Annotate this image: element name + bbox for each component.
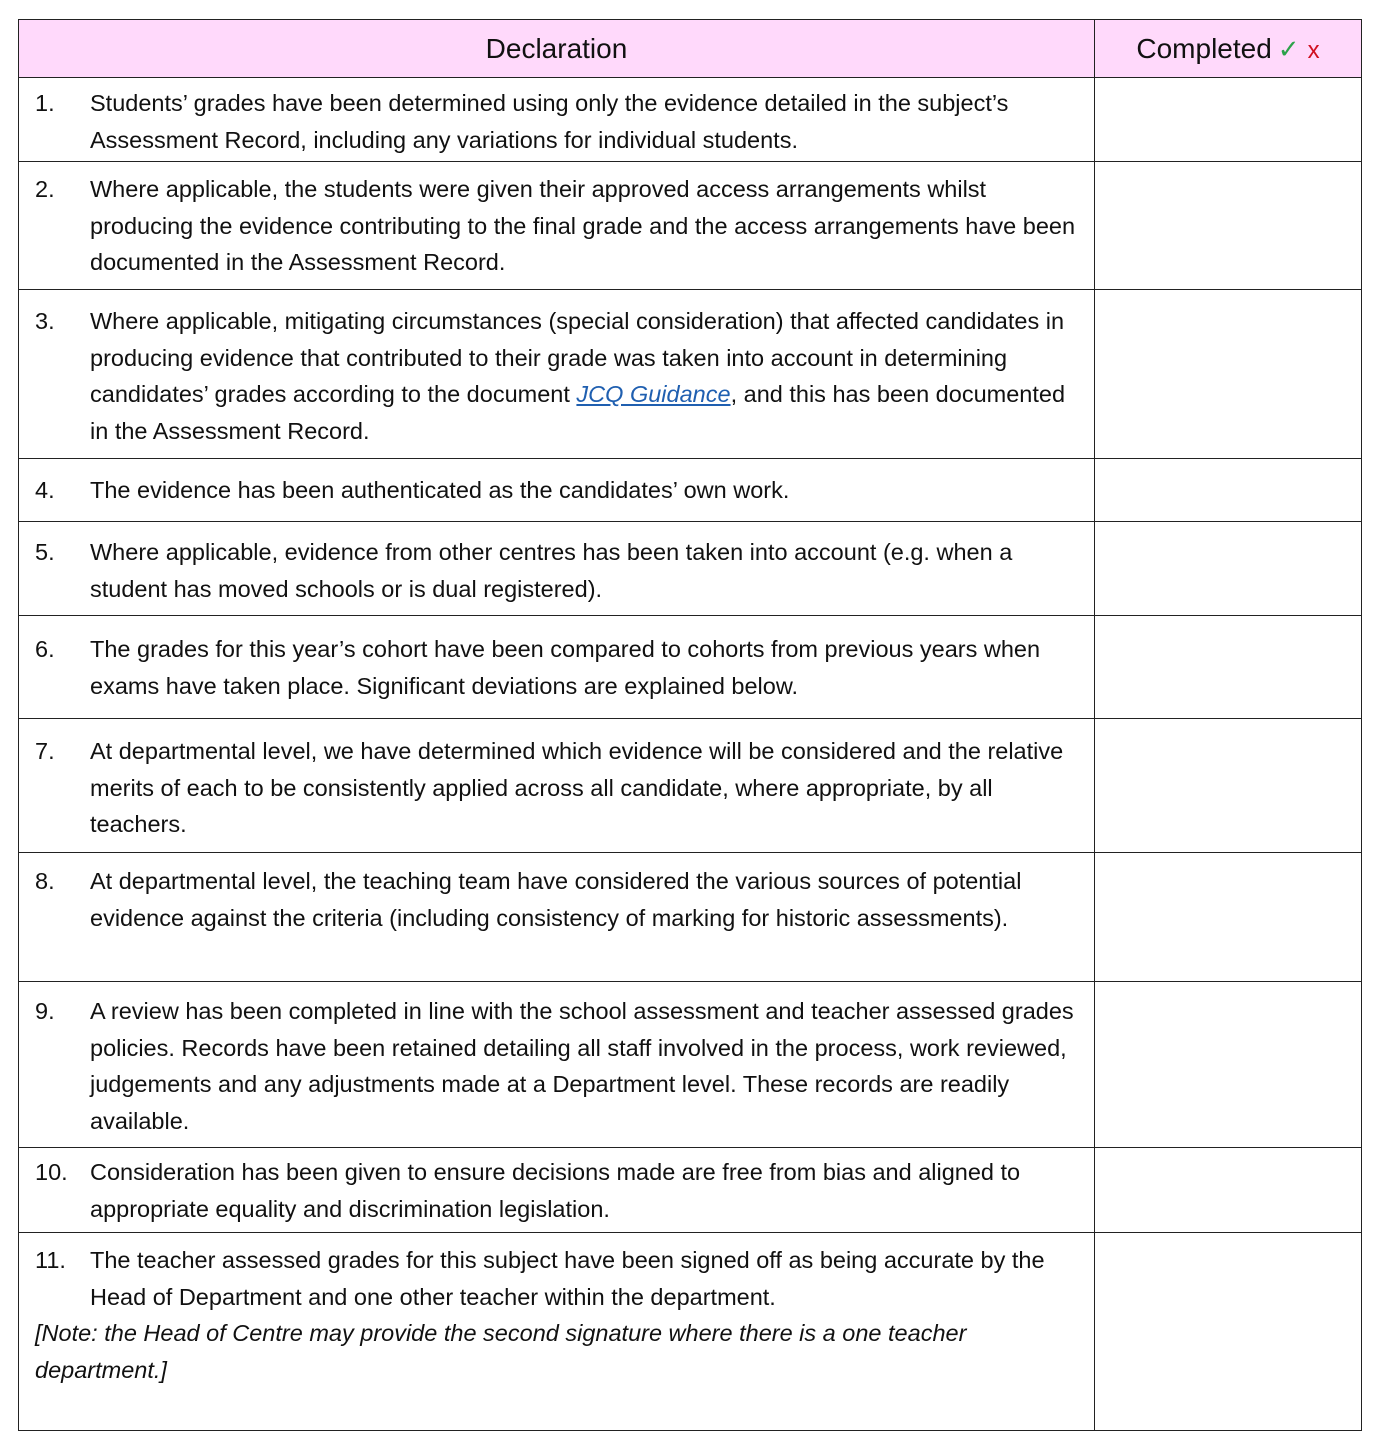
- item-number: 10.: [35, 1159, 68, 1185]
- table-row: [19, 290, 1362, 459]
- item-number: 5.: [35, 539, 55, 565]
- declaration-text: Students’ grades have been determined using only the evidence detailed in the subject’s Assessment Record, including any variations for individual students.: [90, 90, 1009, 153]
- completed-cell[interactable]: [1095, 459, 1362, 522]
- declaration-cell: [19, 1233, 1095, 1431]
- completed-header: [1095, 20, 1362, 78]
- item-number: 1.: [35, 90, 55, 116]
- declaration-text: Where applicable, mitigating circumstances (special consideration) that affected candidates in producing evidence that contributed to their grade was taken into account in determining candidates’ grades according to the document JCQ Guidance, and this has been documented in the Assessment Record.: [90, 308, 1066, 444]
- completed-cell[interactable]: [1095, 162, 1362, 290]
- table-row: [19, 78, 1362, 162]
- item-number: 11.: [35, 1247, 66, 1273]
- completed-cell[interactable]: [1095, 1148, 1362, 1233]
- table-row: [19, 459, 1362, 522]
- declaration-text: Where applicable, evidence from other centres has been taken into account (e.g. when a student has moved schools or is dual registered).: [90, 539, 1013, 602]
- declaration-text: The grades for this year’s cohort have been compared to cohorts from previous years when exams have taken place. Significant deviations are explained below.: [90, 636, 1041, 699]
- header-row: [19, 20, 1362, 78]
- item-number: 8.: [35, 868, 55, 894]
- declaration-text: A review has been completed in line with the school assessment and teacher assessed grades policies. Records have been retained detailing all staff involved in the process, work reviewed, judgements and any adjustments made at a Department level. These records are readily available.: [90, 998, 1074, 1134]
- declaration-cell: [19, 719, 1095, 853]
- declaration-cell: [19, 459, 1095, 522]
- declaration-text: At departmental level, we have determined which evidence will be considered and the relative merits of each to be consistently applied across all candidate, where appropriate, by all teachers.: [90, 738, 1064, 837]
- declaration-cell: [19, 616, 1095, 719]
- declaration-document: [18, 19, 1361, 1431]
- table-row: [19, 719, 1362, 853]
- table-row: [19, 1233, 1362, 1431]
- completed-cell[interactable]: [1095, 1233, 1362, 1431]
- declaration-text: Consideration has been given to ensure decisions made are free from bias and aligned to appropriate equality and discrimination legislation.: [90, 1159, 1021, 1222]
- table-row: [19, 1148, 1362, 1233]
- declaration-header: Declaration: [19, 20, 1095, 78]
- table-row: [19, 162, 1362, 290]
- declaration-note: [Note: the Head of Centre may provide the second signature where there is a one teacher department.]: [35, 1320, 967, 1383]
- declaration-cell: [19, 982, 1095, 1148]
- jcq-guidance-link[interactable]: JCQ Guidance: [576, 381, 731, 407]
- table-row: [19, 522, 1362, 616]
- declaration-table: [18, 19, 1362, 1431]
- declaration-cell: [19, 162, 1095, 290]
- check-mark-icon: ✓: [1277, 33, 1300, 64]
- item-number: 4.: [35, 477, 55, 503]
- declaration-cell: [19, 78, 1095, 162]
- completed-cell[interactable]: [1095, 522, 1362, 616]
- item-number: 9.: [35, 998, 55, 1024]
- completed-cell[interactable]: [1095, 719, 1362, 853]
- item-number: 7.: [35, 738, 55, 764]
- item-number: 6.: [35, 636, 55, 662]
- declaration-cell: [19, 1148, 1095, 1233]
- item-number: 3.: [35, 308, 55, 334]
- completed-header-label: Completed: [1136, 32, 1272, 64]
- declaration-text: At departmental level, the teaching team have considered the various sources of potential evidence against the criteria (including consistency of marking for historic assessments).: [90, 868, 1022, 931]
- declaration-cell: [19, 290, 1095, 459]
- declaration-cell: [19, 853, 1095, 982]
- completed-cell[interactable]: [1095, 982, 1362, 1148]
- completed-cell[interactable]: [1095, 616, 1362, 719]
- item-number: 2.: [35, 176, 55, 202]
- declaration-text: The teacher assessed grades for this subject have been signed off as being accurate by the Head of Department and one other teacher within the department.: [90, 1247, 1045, 1310]
- table-row: [19, 853, 1362, 982]
- declaration-text: Where applicable, the students were given their approved access arrangements whilst producing the evidence contributing to the final grade and the access arrangements have been documented in the Assessment Record.: [90, 176, 1076, 275]
- declaration-text: The evidence has been authenticated as the candidates’ own work.: [90, 477, 790, 503]
- declaration-cell: [19, 522, 1095, 616]
- completed-cell[interactable]: [1095, 78, 1362, 162]
- cross-mark-icon: x: [1307, 36, 1320, 64]
- completed-cell[interactable]: [1095, 290, 1362, 459]
- table-row: [19, 616, 1362, 719]
- table-row: [19, 982, 1362, 1148]
- completed-cell[interactable]: [1095, 853, 1362, 982]
